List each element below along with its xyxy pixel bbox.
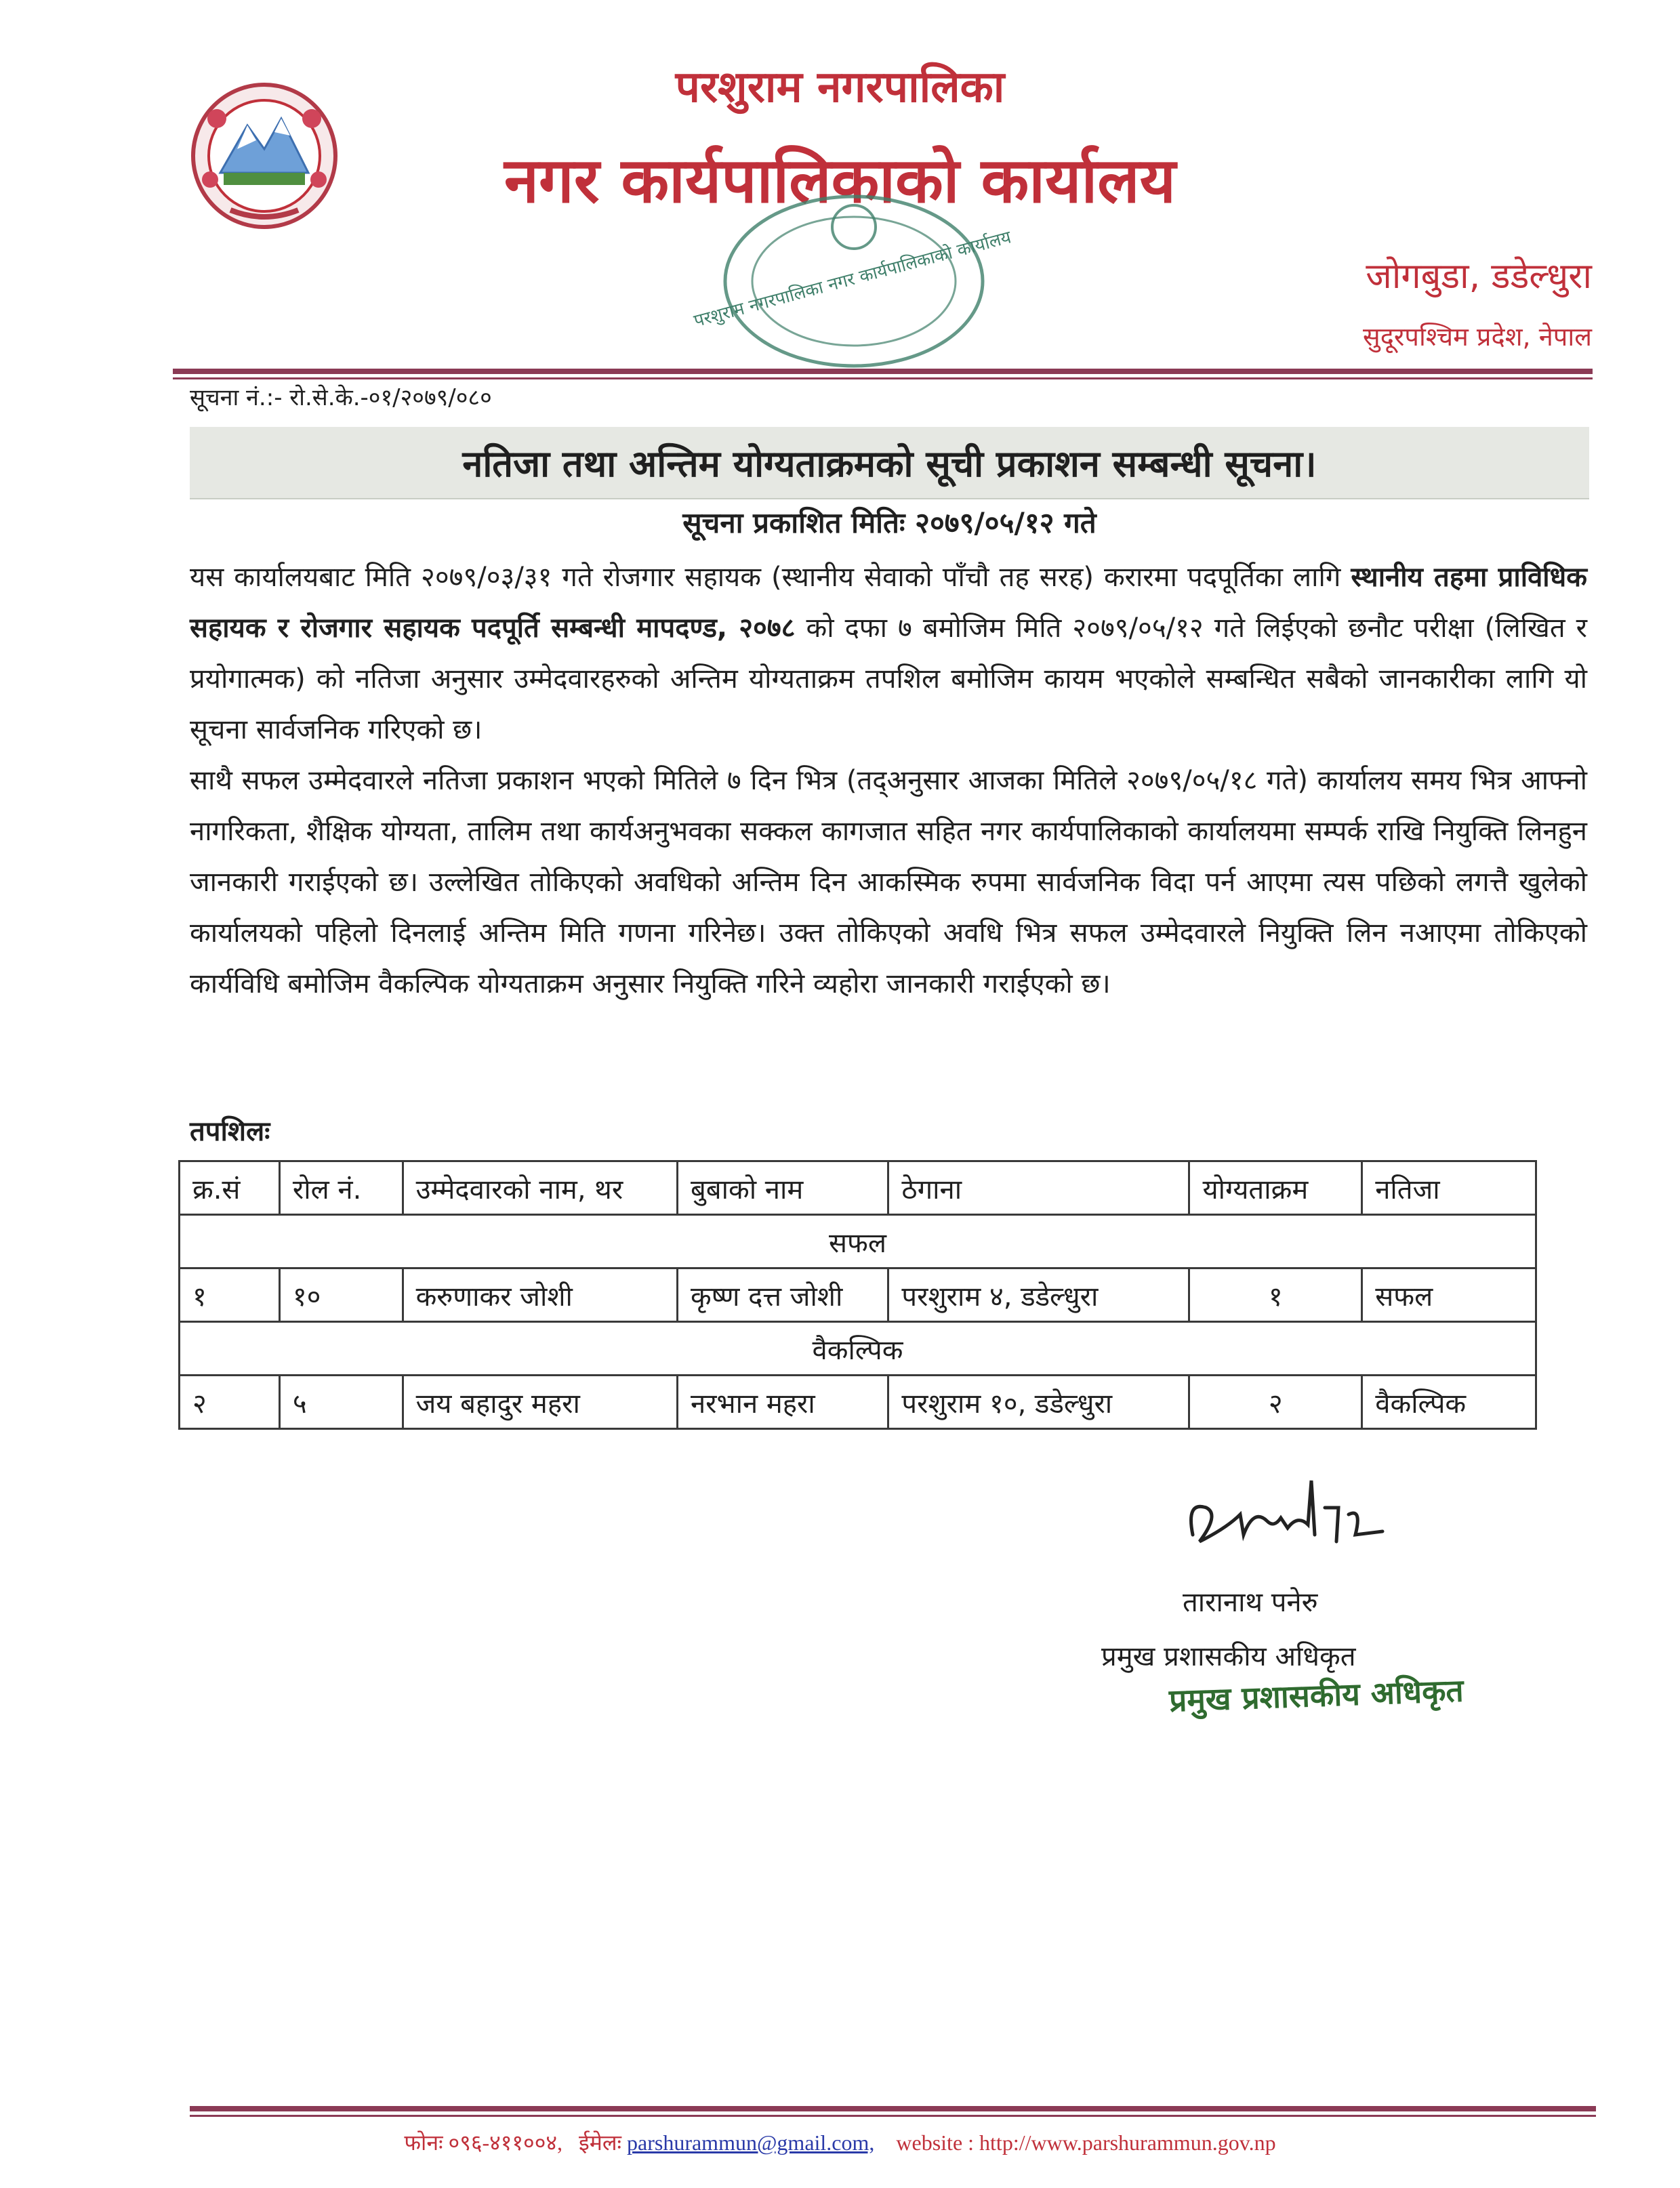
notice-paragraph-2: साथै सफल उम्मेदवारले नतिजा प्रकाशन भएको मितिले ७ दिन भित्र (तद्अनुसार आजका मितिले २०७९/०५/१८ गते) कार्यालय समय भित्र आफ्नो नागरिकता, शैक्षिक योग्यता, तालिम तथा कार्यअनुभवका सक्कल कागजात सहित नगर कार्यपालिकाको कार्यालयमा सम्पर्क राखि नियुक्ति लिनहुन जानकारी गराईएको छ। उल्लेखित तोकिएको अवधिको अन्तिम दिन आकस्मिक रुपमा सार्वजनिक विदा पर्न आएमा त्यस पछिको लगत्तै खुलेको कार्यालयको पहिलो दिनलाई अन्तिम मिति गणना गरिनेछ। उक्त तोकिएको अवधि भित्र सफल उम्मेदवारले नियुक्ति लिन नआएमा तोकिएको कार्यविधि बमोजिम वैकल्पिक योग्यताक्रम अनुसार नियुक्ति गरिने व्यहोरा जानकारी गराईएको छ।: [190, 765, 1587, 999]
table-cell: परशुराम ४, डडेल्धुरा: [888, 1268, 1189, 1322]
col-header: रोल नं.: [279, 1161, 403, 1215]
office-seal: [691, 190, 1014, 373]
col-header: बुबाको नाम: [677, 1161, 888, 1215]
footer-email-label: ईमेलः: [578, 2130, 621, 2155]
results-table: [178, 1160, 1537, 1430]
table-cell: वैकल्पिक: [1362, 1376, 1536, 1429]
notice-reference: सूचना नं.:- रो.से.के.-०१/२०७९/०८०: [190, 384, 492, 411]
header-divider-thin: [173, 377, 1593, 379]
footer-website-label: website :: [896, 2130, 975, 2155]
table-header-row: [180, 1161, 1536, 1215]
group-row-pass: [180, 1215, 1536, 1268]
org-name: परशुराम नगरपालिका: [675, 62, 1005, 112]
footer-divider: [190, 2106, 1596, 2111]
table-cell: परशुराम १०, डडेल्धुरा: [888, 1376, 1189, 1429]
group-label: वैकल्पिक: [180, 1322, 1536, 1376]
col-header: योग्यताक्रम: [1189, 1161, 1362, 1215]
group-label: सफल: [180, 1215, 1536, 1268]
footer-phone: फोनः ०९६-४११००४,: [404, 2130, 562, 2155]
table-cell: कृष्ण दत्त जोशी: [677, 1268, 888, 1322]
col-header: उम्मेदवारको नाम, थर: [403, 1161, 677, 1215]
para1-text-a: यस कार्यालयबाट मिति २०७९/०३/३१ गते रोजगार सहायक (स्थानीय सेवाको पाँचौ तह सरह) करारमा पदपूर्तिका लागि: [190, 562, 1351, 593]
footer-website-link[interactable]: http://www.parshurammun.gov.np: [979, 2130, 1276, 2155]
footer-email-link[interactable]: parshurammun@gmail.com,: [627, 2130, 875, 2155]
col-header: ठेगाना: [888, 1161, 1189, 1215]
table-row: [180, 1268, 1536, 1322]
seal-text: परशुराम नगरपालिका नगर कार्यपालिकाको कार्यालय: [691, 227, 1014, 332]
col-header: नतिजा: [1362, 1161, 1536, 1215]
address-line2: सुदूरपश्चिम प्रदेश, नेपाल: [1363, 322, 1592, 352]
table-cell: सफल: [1362, 1268, 1536, 1322]
header-divider: [173, 369, 1593, 374]
schedule-heading: तपशिलः: [190, 1116, 270, 1147]
para1-text-b: को दफा ७ बमोजिम मिति २०७९/०५/१२ गते लिईएको छनौट परीक्षा (लिखित र प्रयोगात्मक) को नतिजा अनुसार उम्मेदवारहरुको अन्तिम योग्यताक्रम तपशिल बमोजिम कायम भएकोले सम्बन्धित सबैको जानकारीका लागि यो सूचना सार्वजनिक गरिएको छ।: [190, 613, 1587, 745]
signer-title: प्रमुख प्रशासकीय अधिकृत: [1101, 1641, 1356, 1672]
published-date: सूचना प्रकाशित मितिः २०७९/०५/१२ गते: [682, 506, 1097, 539]
table-cell: १०: [279, 1268, 403, 1322]
footer-divider-thin: [190, 2115, 1596, 2117]
para1-criteria: स्थानीय तहमा प्राविधिक सहायक र रोजगार सहायक पदपूर्ति सम्बन्धी मापदण्ड, २०७८: [190, 562, 1587, 644]
office-name: नगर कार्यपालिकाको कार्यालय: [504, 144, 1176, 217]
footer-contact: [0, 2128, 1680, 2157]
group-row-alt: [180, 1322, 1536, 1376]
table-cell: १: [180, 1268, 280, 1322]
address-line1: जोगबुडा, डडेल्धुरा: [1366, 256, 1592, 297]
table-cell: २: [1189, 1376, 1362, 1429]
table-cell: ५: [279, 1376, 403, 1429]
table-cell: जय बहादुर महरा: [403, 1376, 677, 1429]
handwritten-signature: [1179, 1460, 1396, 1562]
col-header: क्र.सं: [180, 1161, 280, 1215]
signer-name: तारानाथ पनेरु: [1183, 1587, 1318, 1618]
table-cell: करुणाकर जोशी: [403, 1268, 677, 1322]
table-row: [180, 1376, 1536, 1429]
notice-title: नतिजा तथा अन्तिम योग्यताक्रमको सूची प्रकाशन सम्बन्धी सूचना।: [462, 442, 1317, 485]
signer-stamp: प्रमुख प्रशासकीय अधिकृत: [1168, 1672, 1464, 1719]
notice-paragraph-1: [190, 552, 1587, 756]
table-cell: नरभान महरा: [677, 1376, 888, 1429]
table-cell: २: [180, 1376, 280, 1429]
table-cell: १: [1189, 1268, 1362, 1322]
